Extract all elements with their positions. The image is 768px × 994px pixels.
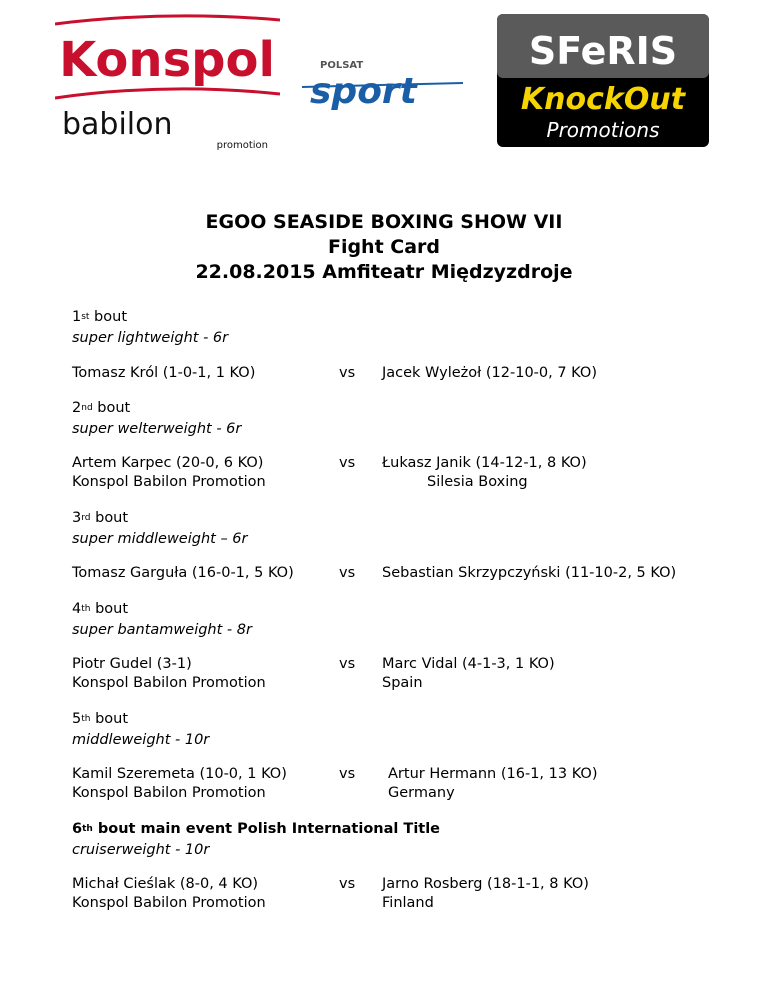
vs-label: vs xyxy=(339,455,356,471)
fighter-team: Silesia Boxing xyxy=(427,474,528,490)
fighter-team: Finland xyxy=(382,895,434,911)
fighter-team: Konspol Babilon Promotion xyxy=(72,474,266,490)
fighter-name: Marc Vidal (4-1-3, 1 KO) xyxy=(382,656,555,672)
fighter-left xyxy=(72,364,255,383)
bout-ordinal-suffix: nd xyxy=(81,403,93,413)
fighter-left xyxy=(72,454,266,492)
fighter-right xyxy=(382,364,597,383)
fighter-name: Łukasz Janik (14-12-1, 8 KO) xyxy=(382,455,587,471)
fighter-name: Artur Hermann (16-1, 13 KO) xyxy=(388,766,598,782)
svg-text:Konspol: Konspol xyxy=(59,32,275,88)
bout-header xyxy=(72,710,209,750)
fighter-name: Tomasz Król (1-0-1, 1 KO) xyxy=(72,365,256,381)
main-event-header xyxy=(72,820,440,860)
bout-header xyxy=(72,600,252,640)
fighter-left xyxy=(72,765,287,803)
fighter-name: Jacek Wyleżoł (12-10-0, 7 KO) xyxy=(382,365,597,381)
fighter-right xyxy=(382,875,589,913)
weight-class: super bantamweight - 8r xyxy=(72,622,252,638)
event-title: EGOO SEASIDE BOXING SHOW VII xyxy=(205,211,563,233)
fighter-name: Jarno Rosberg (18-1-1, 8 KO) xyxy=(382,876,589,892)
svg-text:Promotions: Promotions xyxy=(546,118,660,142)
fighter-name: Sebastian Skrzypczyński (11-10-2, 5 KO) xyxy=(382,565,677,581)
weight-class: cruiserweight - 10r xyxy=(72,842,210,858)
vs-label: vs xyxy=(339,876,356,892)
bout-number: 1 xyxy=(72,309,82,325)
fighter-name: Michał Cieślak (8-0, 4 KO) xyxy=(72,876,259,892)
fighter-name: Piotr Gudel (3-1) xyxy=(72,656,192,672)
polsat-sport-logo xyxy=(300,55,465,110)
fight-card-title: Fight Card xyxy=(327,236,441,258)
bout-label: bout xyxy=(90,601,129,617)
vs-label: vs xyxy=(339,565,356,581)
weight-class: super lightweight - 6r xyxy=(72,330,229,346)
sferis-knockout-logo xyxy=(497,14,709,147)
event-date-venue: 22.08.2015 Amfiteatr Międzyzdroje xyxy=(195,261,573,283)
svg-text:SFeRIS: SFeRIS xyxy=(528,29,678,73)
fighter-team: Germany xyxy=(388,785,455,801)
babilon-logo xyxy=(62,108,272,150)
fighter-name: Kamil Szeremeta (10-0, 1 KO) xyxy=(72,766,287,782)
bout-header xyxy=(72,399,241,439)
fighter-name: Tomasz Garguła (16-0-1, 5 KO) xyxy=(72,565,294,581)
bout-number: 2 xyxy=(72,400,82,416)
fighter-right xyxy=(382,454,587,492)
fighter-right xyxy=(388,765,598,803)
bout-label: bout main event Polish International Title xyxy=(92,821,441,837)
svg-text:POLSAT: POLSAT xyxy=(320,60,364,71)
fighter-team: Konspol Babilon Promotion xyxy=(72,895,266,911)
bout-header xyxy=(72,509,248,549)
vs-label: vs xyxy=(339,766,356,782)
weight-class: super welterweight - 6r xyxy=(72,421,242,437)
bout-ordinal-suffix: th xyxy=(81,714,91,724)
bout-header xyxy=(72,308,228,348)
fighter-left xyxy=(72,655,266,693)
fighter-left xyxy=(72,875,266,913)
bout-ordinal-suffix: th xyxy=(81,604,91,614)
svg-text:promotion: promotion xyxy=(216,140,268,150)
bout-number: 6 xyxy=(72,821,83,837)
bout-number: 4 xyxy=(72,601,82,617)
svg-text:sport: sport xyxy=(310,71,417,110)
bout-ordinal-suffix: st xyxy=(81,312,90,322)
fighter-team: Konspol Babilon Promotion xyxy=(72,785,266,801)
fighter-left xyxy=(72,564,294,583)
fighter-right xyxy=(382,564,676,583)
bout-ordinal-suffix: th xyxy=(82,824,93,834)
vs-label: vs xyxy=(339,656,356,672)
konspol-logo xyxy=(55,14,280,104)
vs-label: vs xyxy=(339,365,356,381)
bout-ordinal-suffix: rd xyxy=(81,513,91,523)
bout-label: bout xyxy=(90,510,129,526)
bout-number: 3 xyxy=(72,510,82,526)
fighter-right xyxy=(382,655,555,693)
bout-label: bout xyxy=(92,400,131,416)
bout-label: bout xyxy=(90,711,129,727)
fighter-team: Konspol Babilon Promotion xyxy=(72,675,266,691)
weight-class: middleweight - 10r xyxy=(72,732,210,748)
svg-text:KnockOut: KnockOut xyxy=(520,82,686,117)
bout-number: 5 xyxy=(72,711,82,727)
fighter-team: Spain xyxy=(382,675,423,691)
weight-class: super middleweight – 6r xyxy=(72,531,248,547)
svg-text:babilon: babilon xyxy=(62,108,173,142)
fighter-name: Artem Karpec (20-0, 6 KO) xyxy=(72,455,264,471)
bout-label: bout xyxy=(89,309,128,325)
